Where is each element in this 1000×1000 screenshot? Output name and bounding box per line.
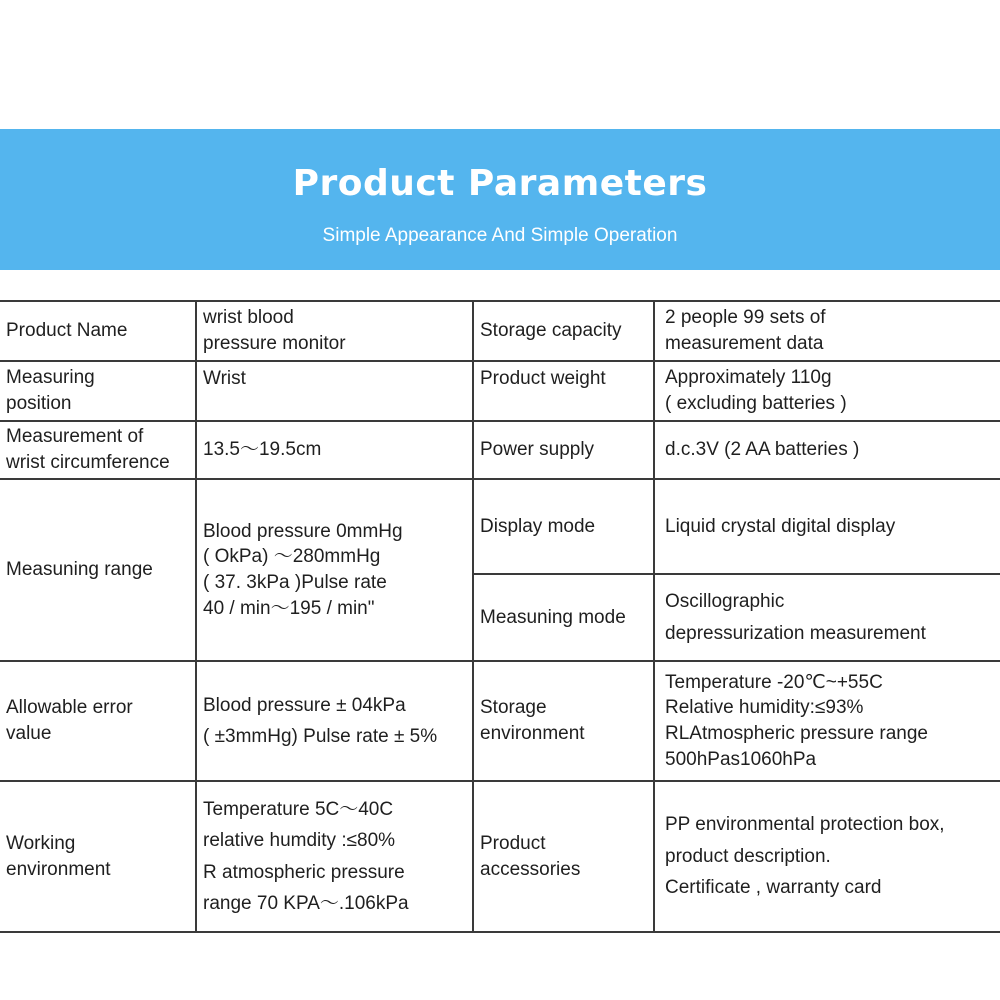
param-label-cell bbox=[0, 421, 196, 479]
param-value-cell bbox=[196, 661, 473, 781]
param-value: PP environmental protection box, bbox=[665, 814, 945, 836]
page-title: Product Parameters bbox=[292, 163, 708, 204]
param-value: relative humdity :≤80% bbox=[203, 830, 396, 852]
param-value: 500hPas1060hPa bbox=[665, 748, 817, 770]
param-label: Measuning mode bbox=[480, 606, 626, 628]
param-label: Measuring bbox=[6, 367, 95, 389]
param-value: product description. bbox=[665, 845, 831, 867]
param-value-cell bbox=[654, 421, 1000, 479]
table-row bbox=[0, 361, 1000, 421]
param-value-cell bbox=[654, 781, 1000, 932]
param-label: environment bbox=[6, 858, 111, 880]
param-label: Working bbox=[6, 832, 76, 854]
param-label-cell bbox=[473, 301, 654, 361]
param-value: R atmospheric pressure bbox=[203, 861, 405, 883]
param-value-cell bbox=[196, 421, 473, 479]
param-label-cell bbox=[473, 661, 654, 781]
param-label: position bbox=[6, 393, 72, 414]
param-value-cell bbox=[196, 301, 473, 361]
param-label: wrist circumference bbox=[6, 452, 170, 473]
param-value: 40 / min～195 / min" bbox=[203, 597, 375, 619]
param-label-cell bbox=[473, 781, 654, 932]
param-label: Allowable error bbox=[6, 697, 133, 719]
param-label: Product bbox=[480, 832, 546, 854]
param-value: 13.5～19.5cm bbox=[203, 439, 322, 461]
param-value: Temperature -20℃~+55C bbox=[665, 671, 883, 693]
param-value: ( 37. 3kPa )Pulse rate bbox=[203, 572, 387, 593]
param-label-cell bbox=[0, 361, 196, 421]
param-label: environment bbox=[480, 723, 585, 744]
param-value: Temperature 5C～40C bbox=[203, 798, 394, 820]
param-value: depressurization measurement bbox=[665, 622, 926, 644]
param-label-cell bbox=[473, 574, 654, 661]
param-value-cell bbox=[654, 479, 1000, 574]
param-label-cell bbox=[0, 781, 196, 932]
param-label: Measurement of bbox=[6, 426, 144, 448]
param-value-cell bbox=[196, 361, 473, 421]
param-value: Liquid crystal digital display bbox=[665, 515, 896, 537]
param-value: Blood pressure ± 04kPa bbox=[203, 694, 406, 716]
param-value-cell bbox=[654, 661, 1000, 781]
param-value: Oscillographic bbox=[665, 591, 785, 613]
param-label-cell bbox=[0, 479, 196, 661]
param-label: Display mode bbox=[480, 515, 596, 537]
param-label: Measuning range bbox=[6, 559, 153, 581]
param-value: range 70 KPA～.106kPa bbox=[203, 892, 409, 914]
param-value-cell bbox=[654, 361, 1000, 421]
param-label-cell bbox=[473, 361, 654, 421]
param-value: d.c.3V (2 AA batteries ) bbox=[665, 439, 860, 461]
param-value: Wrist bbox=[203, 368, 246, 389]
table-row bbox=[0, 479, 1000, 574]
param-value: Relative humidity:≤93% bbox=[665, 697, 864, 719]
param-label-cell bbox=[0, 301, 196, 361]
table-row bbox=[0, 421, 1000, 479]
table-row bbox=[0, 301, 1000, 361]
param-label: Storage capacity bbox=[480, 320, 622, 342]
param-label: Product weight bbox=[480, 368, 606, 389]
param-value-cell bbox=[196, 781, 473, 932]
table-row bbox=[0, 781, 1000, 932]
param-value: pressure monitor bbox=[203, 333, 346, 354]
param-value-cell bbox=[654, 574, 1000, 661]
param-label: Storage bbox=[480, 697, 547, 719]
param-value: wrist blood bbox=[203, 307, 294, 329]
param-value: measurement data bbox=[665, 333, 824, 354]
table-row bbox=[0, 661, 1000, 781]
param-label-cell bbox=[473, 421, 654, 479]
param-label: value bbox=[6, 723, 52, 744]
param-label-cell bbox=[0, 661, 196, 781]
param-value-cell bbox=[654, 301, 1000, 361]
param-label: Product Name bbox=[6, 320, 128, 342]
param-value: ( ±3mmHg) Pulse rate ± 5% bbox=[203, 726, 438, 747]
param-label: Power supply bbox=[480, 439, 595, 461]
param-value: ( excluding batteries ) bbox=[665, 393, 847, 414]
page-subtitle: Simple Appearance And Simple Operation bbox=[322, 225, 678, 246]
param-value: Certificate , warranty card bbox=[665, 877, 882, 899]
param-value: ( OkPa) ～280mmHg bbox=[203, 546, 381, 568]
product-parameters-table bbox=[0, 300, 1000, 933]
param-value: 2 people 99 sets of bbox=[665, 307, 826, 329]
param-value: RLAtmospheric pressure range bbox=[665, 723, 928, 744]
param-label-cell bbox=[473, 479, 654, 574]
param-label: accessories bbox=[480, 858, 581, 880]
param-value: Approximately 110g bbox=[665, 367, 832, 389]
param-value: Blood pressure 0mmHg bbox=[203, 520, 403, 542]
param-value-cell bbox=[196, 479, 473, 661]
